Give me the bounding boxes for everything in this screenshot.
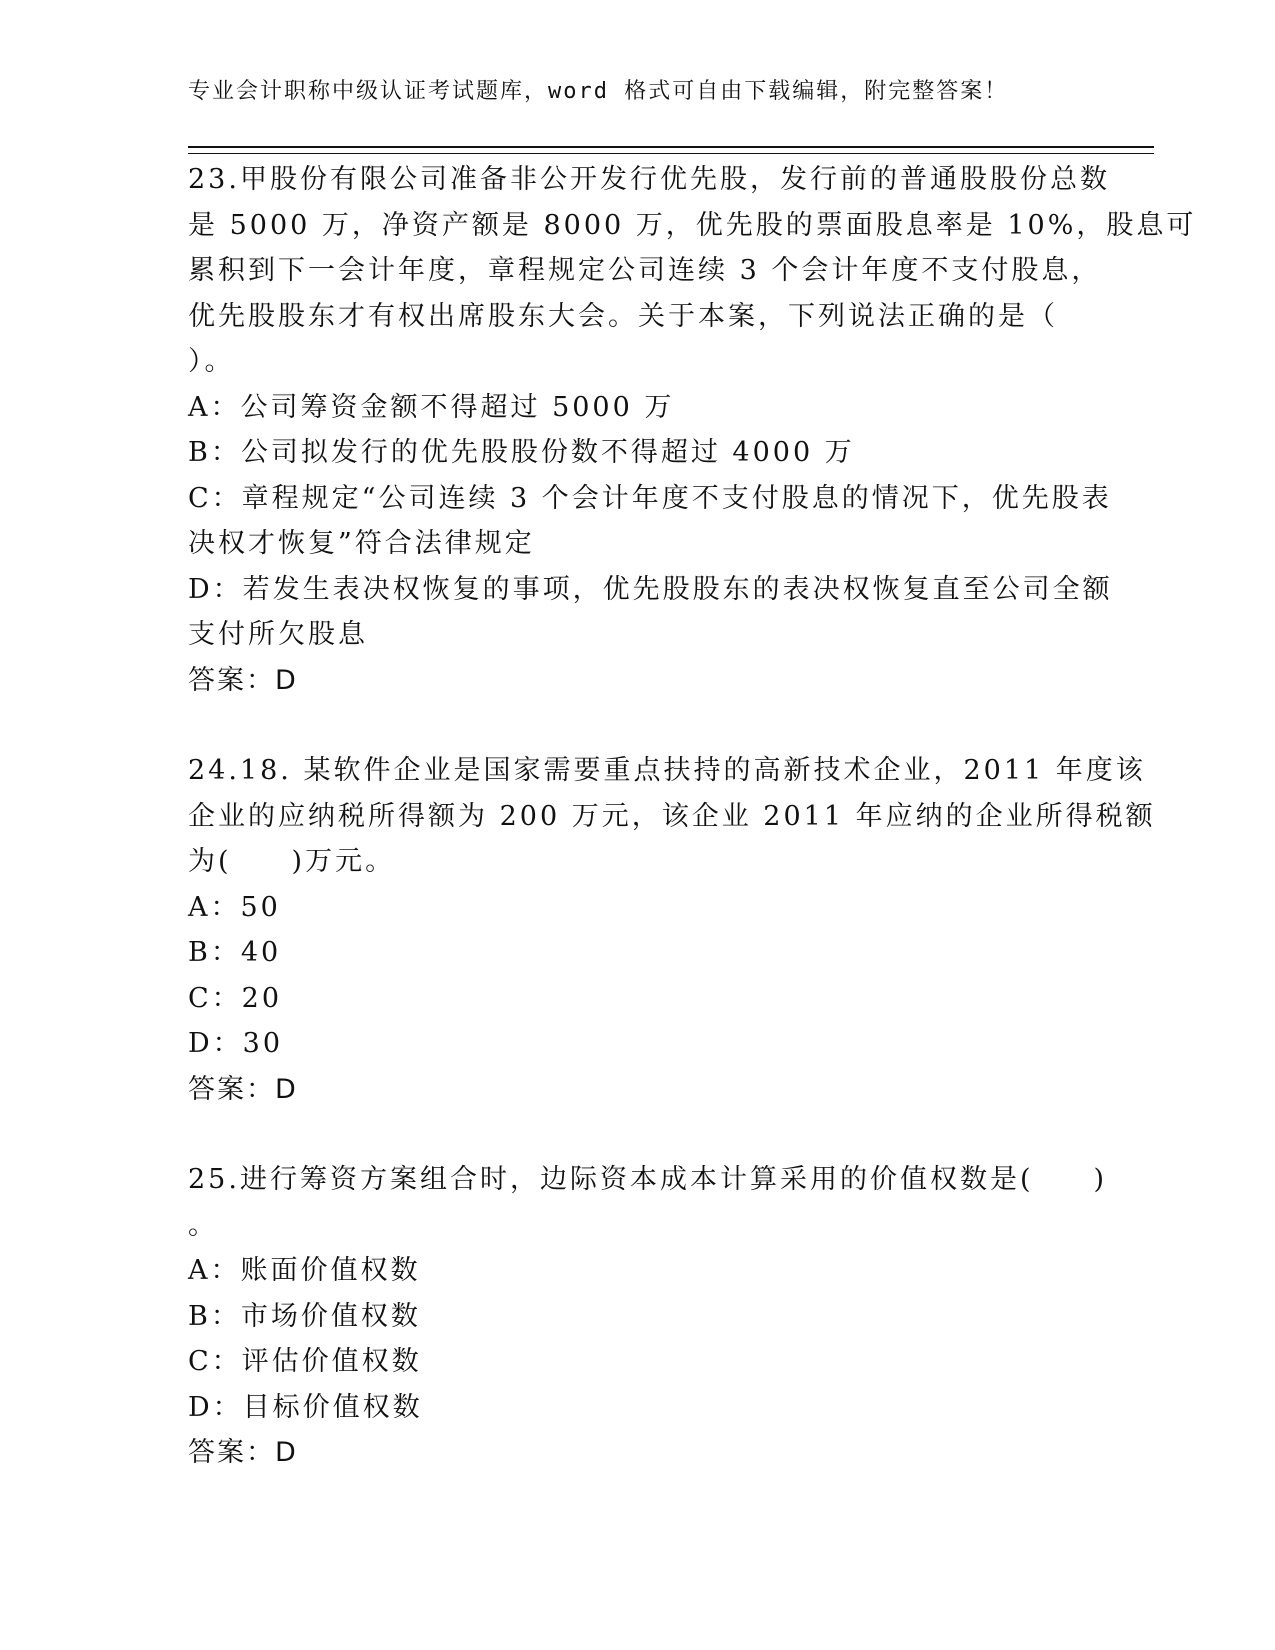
option-c: C：20 bbox=[188, 982, 283, 1014]
answer: 答案：D bbox=[188, 664, 298, 696]
answer: 答案：D bbox=[188, 1437, 298, 1468]
question-stem-line: ）。 bbox=[188, 346, 235, 377]
option-b: B：市场价值权数 bbox=[188, 1300, 421, 1332]
answer: 答案：D bbox=[188, 1073, 298, 1105]
question-25 bbox=[188, 1157, 1108, 1476]
question-23 bbox=[188, 157, 1197, 703]
option-c-continued: 决权才恢复”符合法律规定 bbox=[188, 528, 535, 559]
question-stem-line: 。 bbox=[188, 1209, 218, 1241]
option-d: D：30 bbox=[188, 1028, 284, 1059]
question-stem-line: 25.进行筹资方案组合时，边际资本成本计算采用的价值权数是( ) bbox=[188, 1164, 1108, 1195]
option-c: C：章程规定“公司连续 3 个会计年度不支付股息的情况下，优先股表 bbox=[188, 482, 1112, 514]
question-stem-line: 优先股股东才有权出席股东大会。关于本案，下列说法正确的是（ bbox=[188, 300, 1058, 332]
option-b: B：40 bbox=[188, 937, 282, 968]
option-a: A：账面价值权数 bbox=[188, 1255, 421, 1286]
question-stem-line: 23.甲股份有限公司准备非公开发行优先股，发行前的普通股股份总数 bbox=[188, 164, 1110, 195]
question-stem-line: 24.18. 某软件企业是国家需要重点扶持的高新技术企业，2011 年度该 bbox=[188, 755, 1146, 786]
option-a: A：公司筹资金额不得超过 5000 万 bbox=[188, 391, 675, 423]
option-b: B：公司拟发行的优先股股份数不得超过 4000 万 bbox=[188, 437, 855, 468]
question-stem-line: 是 5000 万，净资产额是 8000 万，优先股的票面股息率是 10%，股息可 bbox=[188, 209, 1197, 241]
option-d-continued: 支付所欠股息 bbox=[188, 619, 368, 650]
question-24 bbox=[188, 748, 1156, 1112]
question-stem-line: 为( )万元。 bbox=[188, 846, 396, 877]
question-stem-line: 累积到下一会计年度，章程规定公司连续 3 个会计年度不支付股息， bbox=[188, 255, 1102, 286]
question-stem-line: 企业的应纳税所得额为 200 万元，该企业 2011 年应纳的企业所得税额 bbox=[188, 800, 1156, 832]
option-c: C：评估价值权数 bbox=[188, 1346, 422, 1377]
option-d: D：若发生表决权恢复的事项，优先股股东的表决权恢复直至公司全额 bbox=[188, 573, 1113, 605]
question-list bbox=[188, 157, 1197, 1476]
option-d: D：目标价值权数 bbox=[188, 1391, 423, 1423]
header-double-rule bbox=[188, 146, 1154, 154]
page-header: 专业会计职称中级认证考试题库，word 格式可自由下载编辑，附完整答案！ bbox=[188, 79, 1009, 104]
option-a: A：50 bbox=[188, 891, 281, 923]
